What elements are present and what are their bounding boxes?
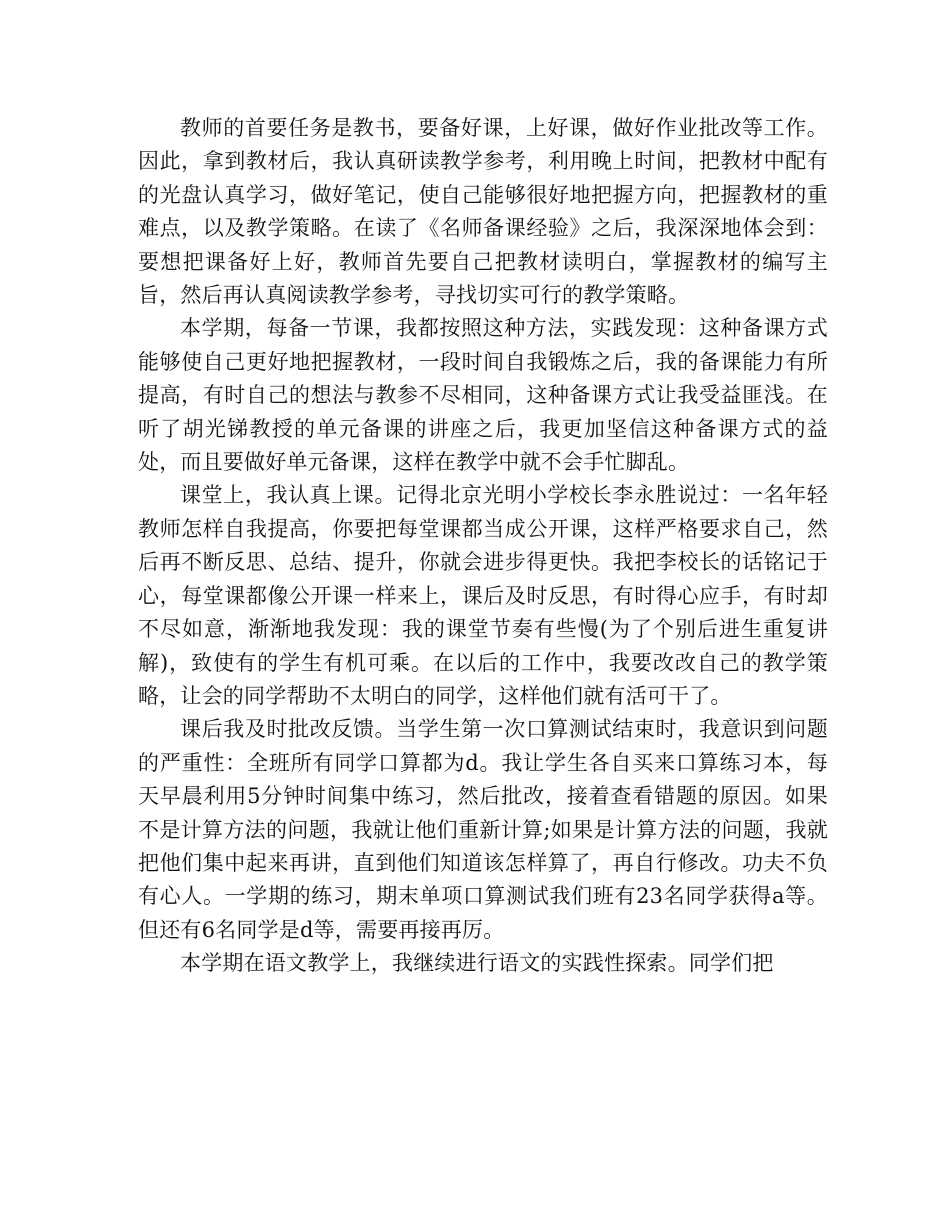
paragraph-preparation-practice: 本学期，每备一节课，我都按照这种方法，实践发现：这种备课方式能够使自己更好地把握教材，一段时间自我锻炼之后，我的备课能力有所提高，有时自己的想法与教参不尽相同，这种备课方式让我受益匪浅。在听了胡光锑教授的单元备课的讲座之后，我更加坚信这种备课方式的益处，而且要做好单元备课，这样在教学中就不会手忙脚乱。	[138, 316, 828, 475]
paragraph-classroom-teaching: 课堂上，我认真上课。记得北京光明小学校长李永胜说过：一名年轻教师怎样自我提高，你要把每堂课都当成公开课，这样严格要求自己，然后再不断反思、总结、提升，你就会进步得更快。我把李校长的话铭记于心，每堂课都像公开课一样来上，课后及时反思，有时得心应手，有时却不尽如意，渐渐地我发现：我的课堂节奏有些慢(为了个别后进生重复讲解)，致使有的学生有机可乘。在以后的工作中，我要改改自己的教学策略，让会的同学帮助不太明白的同学，这样他们就有活可干了。	[138, 483, 828, 708]
paragraph-homework-feedback: 课后我及时批改反馈。当学生第一次口算测试结束时，我意识到问题的严重性：全班所有同学口算都为d。我让学生各自买来口算练习本，每天早晨利用5分钟时间集中练习，然后批改，接着查看错题的原因。如果不是计算方法的问题，我就让他们重新计算;如果是计算方法的问题，我就把他们集中起来再讲，直到他们知道该怎样算了，再自行修改。功夫不负有心人。一学期的练习，期末单项口算测试我们班有23名同学获得a等。但还有6名同学是d等，需要再接再厉。	[138, 717, 828, 942]
paragraph-chinese-teaching: 本学期在语文教学上，我继续进行语文的实践性探索。同学们把	[180, 951, 774, 976]
document-body	[138, 112, 828, 981]
paragraph-lesson-preparation: 教师的首要任务是教书，要备好课，上好课，做好作业批改等工作。因此，拿到教材后，我认真研读教学参考，利用晚上时间，把教材中配有的光盘认真学习，做好笔记，使自己能够很好地把握方向，把握教材的重难点，以及教学策略。在读了《名师备课经验》之后，我深深地体会到：要想把课备好上好，教师首先要自己把教材读明白，掌握教材的编写主旨，然后再认真阅读教学参考，寻找切实可行的教学策略。	[138, 116, 828, 308]
